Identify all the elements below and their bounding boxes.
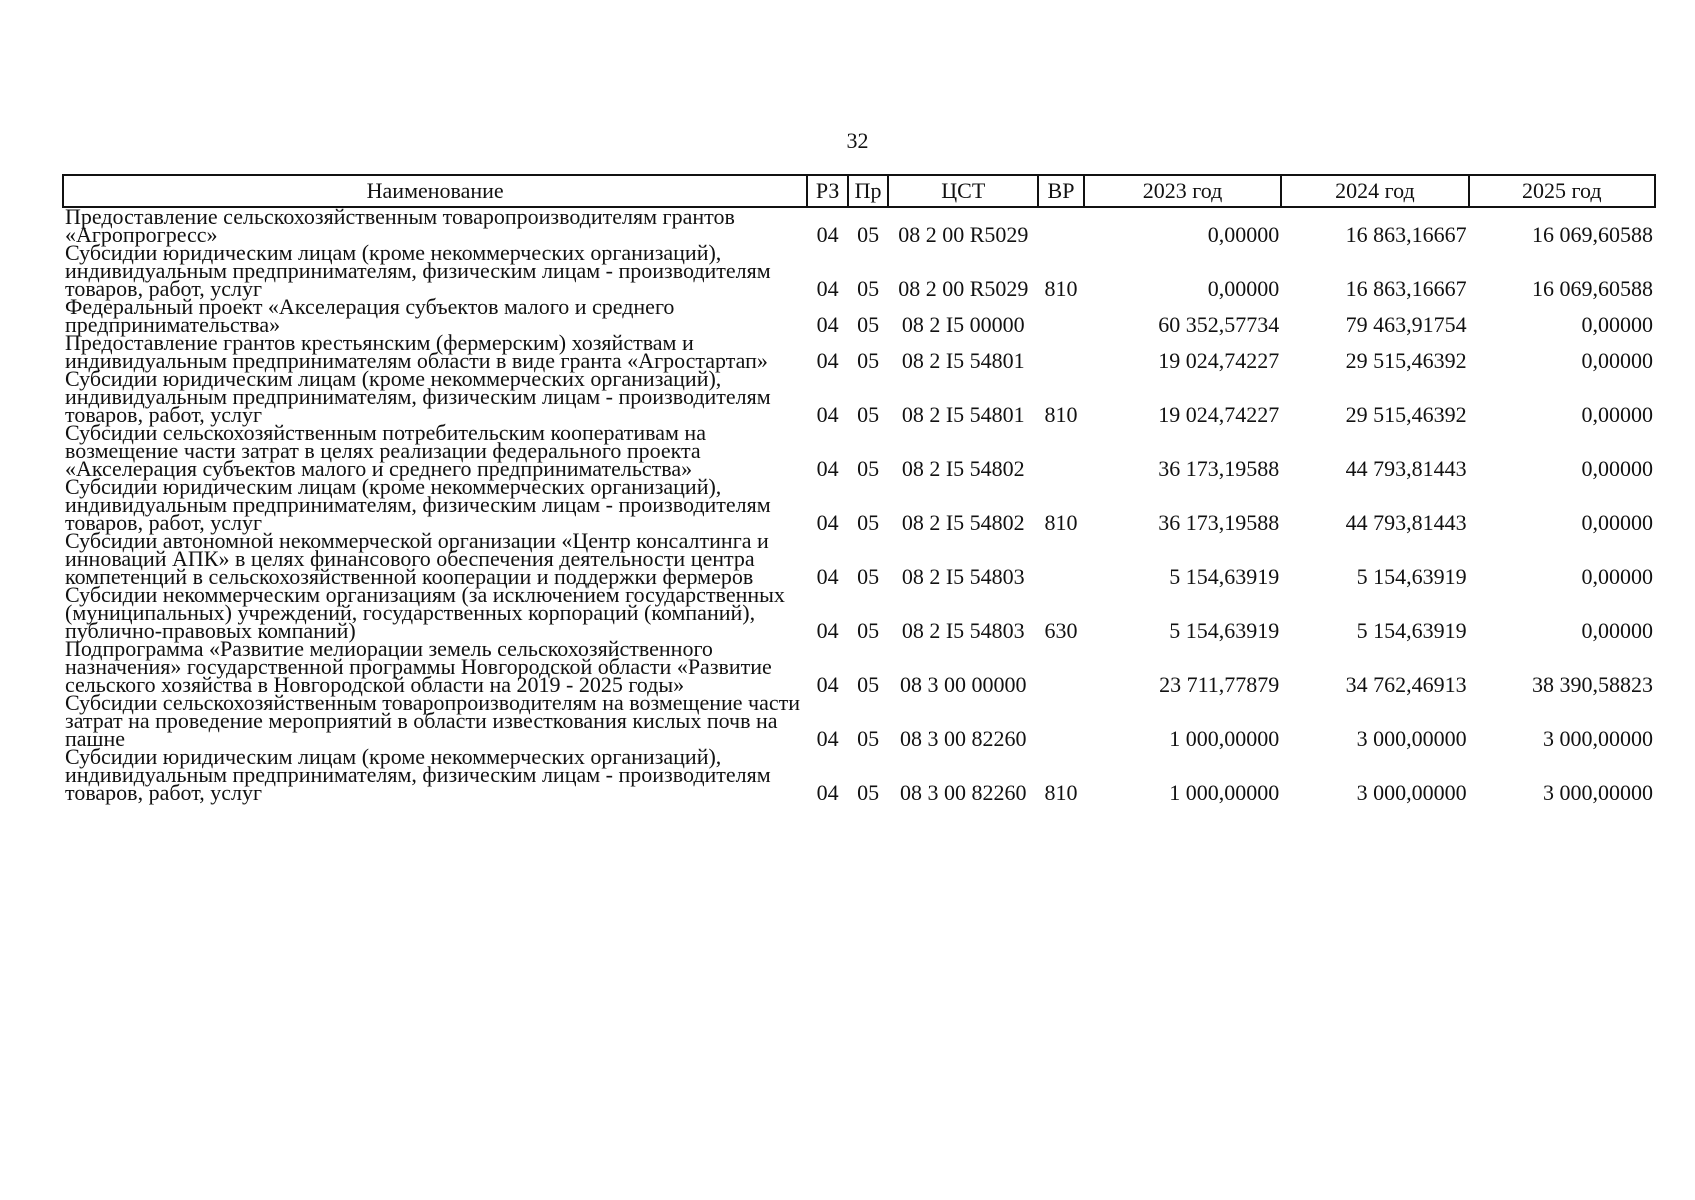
cell-2025: 16 069,60588 xyxy=(1532,276,1653,301)
budget-table xyxy=(62,174,1656,805)
cell-2024: 16 863,16667 xyxy=(1345,276,1467,301)
table-row xyxy=(63,478,1655,532)
cell-name: Субсидии автономной некоммерческой организации «Центр консалтинга и инноваций АПК» в целях финансового обеспечения деятельности центра компетенций в сельскохозяйственной кооперации и поддержки фермеров xyxy=(65,528,769,589)
cell-2023: 60 352,57734 xyxy=(1158,312,1280,337)
cell-rz: 04 xyxy=(816,672,839,697)
cell-name: Субсидии некоммерческим организациям (за исключением государственных (муниципальных) учреждений, государственных корпораций (компаний), публично-правовых компаний) xyxy=(65,582,785,643)
cell-cst: 08 2 I5 00000 xyxy=(901,312,1025,337)
cell-pr: 05 xyxy=(857,780,880,805)
page-number: 32 xyxy=(846,128,869,153)
cell-vr xyxy=(1038,532,1084,586)
cell-2024: 34 762,46913 xyxy=(1345,672,1467,697)
table-row xyxy=(63,532,1655,586)
cell-vr: 630 xyxy=(1044,618,1078,643)
cell-vr: 810 xyxy=(1044,780,1078,805)
cell-pr: 05 xyxy=(857,672,880,697)
cell-cst: 08 2 I5 54803 xyxy=(901,618,1025,643)
cell-2024: 3 000,00000 xyxy=(1356,726,1467,751)
table-row xyxy=(63,298,1655,334)
cell-vr xyxy=(1038,207,1084,244)
cell-2024: 5 154,63919 xyxy=(1356,564,1467,589)
header-row xyxy=(63,175,1655,207)
cell-rz: 04 xyxy=(816,726,839,751)
cell-vr xyxy=(1038,334,1084,370)
cell-2024: 16 863,16667 xyxy=(1345,222,1467,247)
cell-2023: 5 154,63919 xyxy=(1169,564,1280,589)
cell-2023: 1 000,00000 xyxy=(1169,726,1280,751)
cell-2023: 19 024,74227 xyxy=(1158,348,1280,373)
cell-pr: 05 xyxy=(857,618,880,643)
cell-2024: 29 515,46392 xyxy=(1345,402,1467,427)
table-row xyxy=(63,244,1655,298)
header-2024: 2024 год xyxy=(1281,175,1468,207)
cell-2025: 38 390,58823 xyxy=(1532,672,1653,697)
cell-2025: 3 000,00000 xyxy=(1543,780,1653,805)
cell-2023: 36 173,19588 xyxy=(1158,510,1280,535)
cell-pr: 05 xyxy=(857,510,880,535)
cell-cst: 08 2 I5 54803 xyxy=(901,564,1025,589)
cell-name: Субсидии юридическим лицам (кроме некоммерческих организаций), индивидуальным предпринимателям, физическим лицам - производителям товаров, работ, услуг xyxy=(65,366,771,427)
cell-name: Подпрограмма «Развитие мелиорации земель сельскохозяйственного назначения» государственной программы Новгородской области «Развитие сельского хозяйства в Новгородской области на 2019 - 2025 годы» xyxy=(65,636,772,697)
cell-name: Предоставление сельскохозяйственным товаропроизводителям грантов «Агропрогресс» xyxy=(65,204,735,247)
cell-rz: 04 xyxy=(816,618,839,643)
cell-name: Субсидии сельскохозяйственным потребительским кооперативам на возмещение части затрат в целях реализации федерального проекта «Акселерация субъектов малого и среднего предпринимательства» xyxy=(65,420,706,481)
table-row xyxy=(63,424,1655,478)
cell-name: Субсидии сельскохозяйственным товаропроизводителям на возмещение части затрат на проведение мероприятий в области известкования кислых почв на пашне xyxy=(65,690,801,751)
header-cst: ЦСТ xyxy=(888,175,1038,207)
cell-2024: 29 515,46392 xyxy=(1345,348,1467,373)
cell-vr xyxy=(1038,694,1084,748)
header-name: Наименование xyxy=(63,175,807,207)
cell-2024: 44 793,81443 xyxy=(1345,510,1467,535)
cell-rz: 04 xyxy=(816,348,839,373)
cell-name: Предоставление грантов крестьянским (фермерским) хозяйствам и индивидуальным предпринимателям области в виде гранта «Агростартап» xyxy=(65,330,768,373)
cell-rz: 04 xyxy=(816,222,839,247)
cell-2024: 79 463,91754 xyxy=(1345,312,1467,337)
cell-rz: 04 xyxy=(816,456,839,481)
cell-cst: 08 2 I5 54802 xyxy=(901,456,1025,481)
table-row xyxy=(63,694,1655,748)
cell-name: Федеральный проект «Акселерация субъектов малого и среднего предпринимательства» xyxy=(65,294,675,337)
cell-2023: 23 711,77879 xyxy=(1159,672,1280,697)
cell-2023: 19 024,74227 xyxy=(1158,402,1280,427)
cell-2025: 0,00000 xyxy=(1581,402,1653,427)
cell-2025: 3 000,00000 xyxy=(1543,726,1653,751)
cell-pr: 05 xyxy=(857,402,880,427)
cell-2023: 36 173,19588 xyxy=(1158,456,1280,481)
cell-2024: 44 793,81443 xyxy=(1345,456,1467,481)
cell-cst: 08 2 00 R5029 xyxy=(898,276,1029,301)
cell-pr: 05 xyxy=(857,456,880,481)
cell-2025: 0,00000 xyxy=(1581,456,1653,481)
cell-rz: 04 xyxy=(816,564,839,589)
cell-cst: 08 3 00 00000 xyxy=(900,672,1027,697)
cell-2023: 0,00000 xyxy=(1207,222,1280,247)
cell-cst: 08 3 00 82260 xyxy=(900,726,1027,751)
cell-2023: 1 000,00000 xyxy=(1169,780,1280,805)
header-2025: 2025 год xyxy=(1469,175,1655,207)
cell-vr xyxy=(1038,298,1084,334)
cell-pr: 05 xyxy=(857,312,880,337)
header-vr: ВР xyxy=(1038,175,1084,207)
header-rz: РЗ xyxy=(807,175,848,207)
header-2023: 2023 год xyxy=(1084,175,1281,207)
cell-vr xyxy=(1038,640,1084,694)
cell-2025: 0,00000 xyxy=(1581,510,1653,535)
cell-rz: 04 xyxy=(816,510,839,535)
cell-cst: 08 2 I5 54802 xyxy=(901,510,1025,535)
cell-rz: 04 xyxy=(816,312,839,337)
table-row xyxy=(63,748,1655,802)
table-row xyxy=(63,334,1655,370)
cell-2024: 3 000,00000 xyxy=(1356,780,1467,805)
cell-2025: 0,00000 xyxy=(1581,348,1653,373)
cell-pr: 05 xyxy=(857,276,880,301)
cell-rz: 04 xyxy=(816,276,839,301)
cell-pr: 05 xyxy=(857,222,880,247)
cell-cst: 08 2 I5 54801 xyxy=(901,402,1025,427)
cell-pr: 05 xyxy=(857,726,880,751)
cell-name: Субсидии юридическим лицам (кроме некоммерческих организаций), индивидуальным предпринимателям, физическим лицам - производителям товаров, работ, услуг xyxy=(65,744,771,805)
cell-cst: 08 2 I5 54801 xyxy=(901,348,1025,373)
table-row xyxy=(63,586,1655,640)
cell-2023: 0,00000 xyxy=(1207,276,1280,301)
cell-rz: 04 xyxy=(816,402,839,427)
cell-2025: 0,00000 xyxy=(1581,618,1653,643)
cell-2024: 5 154,63919 xyxy=(1356,618,1467,643)
table-row xyxy=(63,640,1655,694)
cell-pr: 05 xyxy=(857,564,880,589)
table-row xyxy=(63,370,1655,424)
cell-2025: 16 069,60588 xyxy=(1532,222,1653,247)
cell-2025: 0,00000 xyxy=(1581,564,1653,589)
table-row xyxy=(63,207,1655,244)
cell-vr: 810 xyxy=(1044,402,1078,427)
cell-pr: 05 xyxy=(857,348,880,373)
header-pr: Пр xyxy=(848,175,889,207)
cell-vr: 810 xyxy=(1044,276,1078,301)
cell-name: Субсидии юридическим лицам (кроме некоммерческих организаций), индивидуальным предпринимателям, физическим лицам - производителям товаров, работ, услуг xyxy=(65,474,771,535)
cell-vr: 810 xyxy=(1044,510,1078,535)
cell-2025: 0,00000 xyxy=(1581,312,1653,337)
cell-cst: 08 2 00 R5029 xyxy=(898,222,1029,247)
cell-cst: 08 3 00 82260 xyxy=(900,780,1027,805)
cell-vr xyxy=(1038,424,1084,478)
cell-rz: 04 xyxy=(816,780,839,805)
table-body xyxy=(63,204,1655,805)
cell-2023: 5 154,63919 xyxy=(1169,618,1280,643)
cell-name: Субсидии юридическим лицам (кроме некоммерческих организаций), индивидуальным предпринимателям, физическим лицам - производителям товаров, работ, услуг xyxy=(65,240,771,301)
